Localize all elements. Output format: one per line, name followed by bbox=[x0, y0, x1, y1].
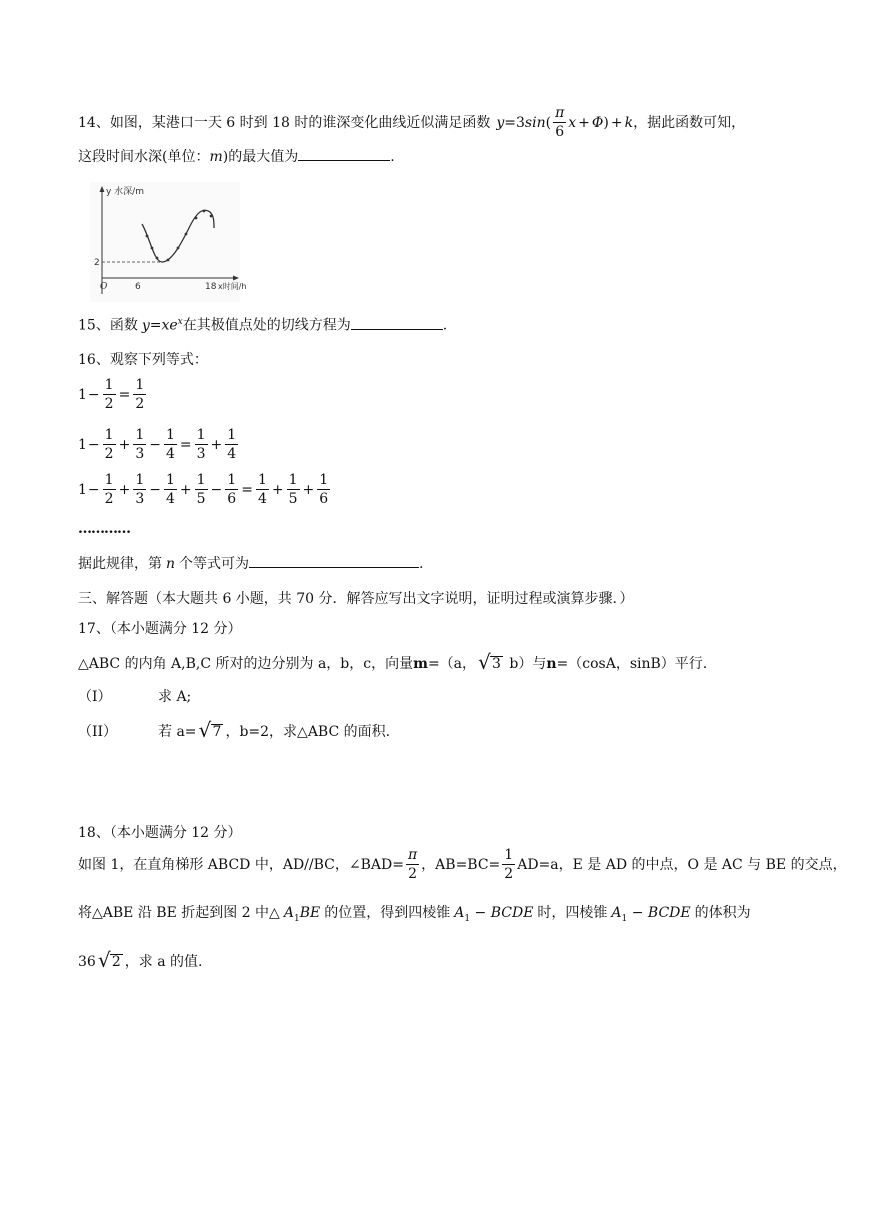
eq-fraction: $\frac{1}{4}$ bbox=[257, 472, 267, 507]
eq-fraction: $\frac{1}{2}$ bbox=[135, 377, 145, 412]
figure-xlabel: x时间/h bbox=[218, 282, 247, 291]
vector-m: m bbox=[413, 656, 428, 672]
fraction-numerator: π bbox=[555, 105, 565, 121]
q15-line bbox=[78, 318, 447, 333]
eq-fraction: $\frac{1}{4}$ bbox=[227, 427, 237, 462]
q15-xe: xe bbox=[161, 317, 178, 334]
q17-part2 bbox=[78, 718, 391, 742]
q17-body-c: b）与 bbox=[504, 656, 547, 672]
q18-l2-d: 的体积为 bbox=[694, 905, 751, 921]
q16-n: n bbox=[166, 556, 176, 572]
q14-line1 bbox=[78, 106, 745, 139]
q14-line2 bbox=[78, 150, 395, 164]
q18-l3-a: 36 bbox=[78, 954, 96, 970]
eq-op: − bbox=[87, 386, 100, 403]
figure-ytick-2: 2 bbox=[94, 258, 100, 268]
q16-equation-2: 1 − $\frac{1}{2}$ + $\frac{1}{3}$ − $\frac{1}{4}$ = $\frac{1}{3}$ + $\frac{1}{4}$ bbox=[78, 427, 237, 462]
q14-line2-b: )的最大值为 bbox=[222, 149, 299, 165]
figure-ylabel: y 水深/m bbox=[106, 187, 144, 197]
q15-end: . bbox=[442, 317, 448, 334]
q18-line2: 将△ABE 沿 BE 折起到图 2 中△ $A_1BE$ 的位置，得到四棱锥 $A_1$ − BCDE 时，四棱锥 $A_1$ − BCDE 的体积为 bbox=[78, 905, 751, 924]
eq-fraction: $\frac{1}{6}$ bbox=[227, 472, 237, 507]
q16-equation-3: 1 − $\frac{1}{2}$ + $\frac{1}{3}$ − $\frac{1}{4}$ + $\frac{1}{5}$ − $\frac{1}{6}$ = $\frac{1}{4}$ + $\frac{1}{5}$ + $\frac{1}{6}$ bbox=[78, 472, 329, 507]
q15-text-a: 15、函数 bbox=[78, 317, 138, 334]
q17-part1 bbox=[78, 690, 191, 704]
q15-eq: = bbox=[149, 317, 162, 334]
sqrt-3: √ 3 bbox=[478, 650, 501, 674]
answer-blank bbox=[298, 160, 390, 161]
eq-fraction: $\frac{1}{2}$ bbox=[104, 427, 114, 462]
sqrt-2: √ 2 bbox=[97, 948, 121, 972]
q16-equation-1 bbox=[78, 378, 148, 411]
figure-origin: O bbox=[100, 282, 108, 292]
q16-rule-b: 个等式可为 bbox=[179, 556, 250, 572]
eq-fraction: $\frac{1}{5}$ bbox=[288, 472, 298, 507]
eq-fraction: $\frac{1}{3}$ bbox=[135, 472, 145, 507]
formula-eq: =3 bbox=[504, 114, 525, 131]
q17-body-d: =（cosA，sinB）平行. bbox=[556, 656, 708, 672]
q18-l1-a: 如图 1，在直角梯形 ABCD 中，AD//BC，∠BAD= bbox=[78, 856, 404, 873]
q14-line2-end: . bbox=[390, 149, 395, 165]
q17-head: 17、（本小题满分 12 分） bbox=[78, 621, 242, 637]
q14-text-a: 14、如图，某港口一天 6 时到 18 时的谁深变化曲线近似满足函数 bbox=[78, 114, 491, 131]
part-text-b: ，b=2，求△ABC 的面积. bbox=[225, 724, 391, 740]
q16-rule-line bbox=[78, 557, 423, 571]
q18-line3 bbox=[78, 948, 203, 972]
eq-fraction: $\frac{1}{5}$ bbox=[196, 472, 206, 507]
fraction-pi-over-2: $\frac{\pi}{2}$ bbox=[407, 847, 418, 882]
q17-body-b: =（a， bbox=[427, 656, 477, 672]
q17-body-a: △ABC 的内角 A,B,C 所对的边分别为 a，b，c，向量 bbox=[78, 656, 414, 672]
q18-l2-a: 将△ABE 沿 BE 折起到图 2 中△ bbox=[78, 905, 280, 921]
q15-exponent: x bbox=[177, 317, 183, 327]
formula-rp: ) bbox=[603, 114, 609, 131]
eq-op: = bbox=[118, 386, 131, 403]
formula-y: y bbox=[496, 114, 505, 131]
fraction-denominator: 6 bbox=[555, 124, 565, 140]
q17-body bbox=[78, 650, 708, 674]
part-label: （I） bbox=[78, 689, 112, 705]
figure-xtick-18: 18 bbox=[205, 282, 217, 292]
q16-rule-a: 据此规律，第 bbox=[78, 556, 162, 572]
formula-fraction bbox=[553, 106, 566, 139]
part-text: 求 A; bbox=[158, 689, 192, 705]
q16-rule-end: . bbox=[419, 556, 424, 572]
q14-unit: m bbox=[209, 149, 223, 165]
eq-fraction: $\frac{1}{4}$ bbox=[165, 472, 175, 507]
q14-text-b: ，据此函数可知， bbox=[633, 114, 746, 131]
part-text-a: 若 a= bbox=[158, 724, 197, 740]
q14-line2-a: 这段时间水深(单位： bbox=[78, 149, 210, 165]
fraction-half: $\frac{1}{2}$ bbox=[504, 847, 514, 882]
eq-term: 1 bbox=[78, 386, 87, 403]
eq-fraction: $\frac{1}{6}$ bbox=[319, 472, 329, 507]
section3-title: 三、解答题（本大题共 6 小题，共 70 分．解答应写出文字说明，证明过程或演算步骤．） bbox=[78, 591, 634, 607]
eq-term: 1 bbox=[78, 436, 87, 453]
eq-fraction: $\frac{1}{4}$ bbox=[165, 427, 175, 462]
figure-xtick-6: 6 bbox=[135, 282, 141, 292]
q18-l1-c: AD=a，E 是 AD 的中点，O 是 AC 与 BE 的交点， bbox=[517, 856, 847, 873]
q15-text-b: 在其极值点处的切线方程为 bbox=[182, 317, 351, 334]
eq-fraction: $\frac{1}{3}$ bbox=[196, 427, 206, 462]
eq-fraction: $\frac{1}{3}$ bbox=[135, 427, 145, 462]
q15-y: y bbox=[141, 317, 150, 334]
tide-depth-figure bbox=[90, 182, 247, 302]
formula-x: x bbox=[568, 114, 577, 131]
formula-lp: ( bbox=[545, 114, 552, 131]
eq-fraction: $\frac{1}{2}$ bbox=[104, 377, 114, 412]
q18-l2-c: 时，四棱锥 bbox=[537, 905, 608, 921]
formula-plus: + bbox=[578, 114, 590, 131]
q16-dots: ………… bbox=[78, 521, 130, 537]
q18-line1 bbox=[78, 848, 847, 881]
sqrt-7: √ 7 bbox=[198, 718, 222, 742]
vector-n: n bbox=[546, 656, 557, 672]
eq-term: 1 bbox=[78, 481, 87, 498]
answer-blank bbox=[249, 567, 419, 568]
formula-phi: Φ bbox=[591, 114, 604, 131]
q18-l3-b: ，求 a 的值. bbox=[124, 954, 203, 970]
q18-head: 18、（本小题满分 12 分） bbox=[78, 825, 242, 841]
formula-plus-k: + bbox=[610, 114, 623, 131]
q18-l2-b: 的位置，得到四棱锥 bbox=[324, 905, 451, 921]
q16-intro: 16、观察下列等式： bbox=[78, 352, 208, 368]
answer-blank bbox=[351, 329, 443, 330]
formula-k: k bbox=[624, 114, 634, 131]
formula-sin: sin bbox=[524, 114, 546, 131]
q18-l1-b: ，AB=BC= bbox=[421, 856, 501, 873]
eq-fraction: $\frac{1}{2}$ bbox=[104, 472, 114, 507]
part-label: （II） bbox=[78, 724, 118, 740]
